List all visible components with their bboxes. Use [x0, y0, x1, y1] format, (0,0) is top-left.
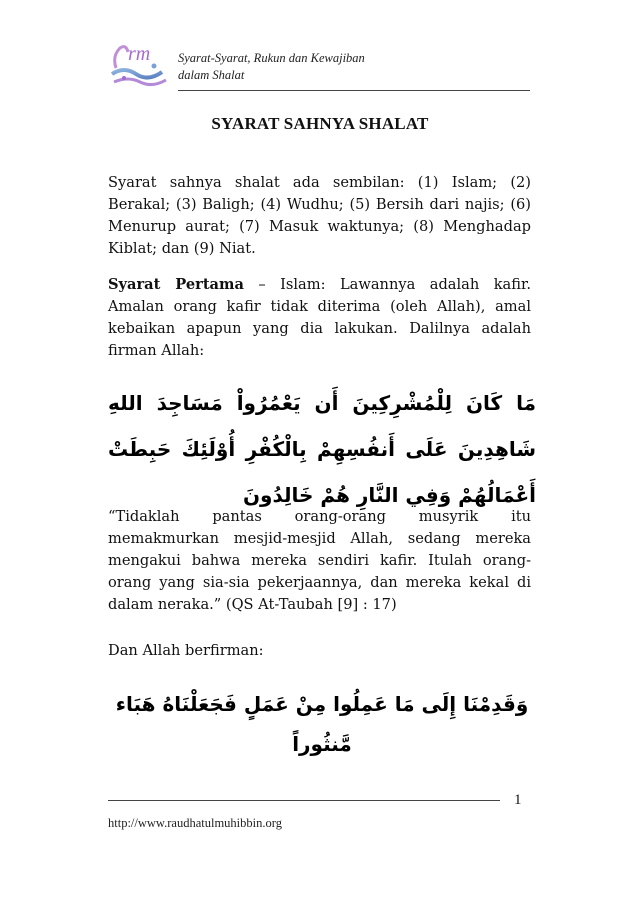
- running-header-title: [178, 50, 365, 84]
- section-title: SYARAT SAHNYA SHALAT: [211, 114, 429, 133]
- second-verse-intro: Dan Allah berfirman:: [108, 642, 264, 659]
- footer-divider: [108, 800, 500, 801]
- first-condition-paragraph: [108, 274, 531, 362]
- header-divider: [178, 90, 530, 91]
- header-title-line2: dalam Shalat: [178, 68, 245, 82]
- first-condition-text: – Islam: Lawannya adalah kafir. Amalan orang kafir tidak diterima (oleh Allah), amal kebaikan apapun yang dia lakukan. Dalilnya adalah firman Allah:: [108, 276, 532, 359]
- page-number: 1: [514, 792, 522, 808]
- logo-letters: rm: [128, 43, 151, 65]
- first-condition-heading: Syarat Pertama: [108, 276, 244, 293]
- footer-url[interactable]: http://www.raudhatulmuhibbin.org: [108, 816, 282, 830]
- page-header: [106, 30, 530, 92]
- verse-translation: “Tidaklah pantas orang-orang musyrik itu memakmurkan mesjid-mesjid Allah, sedang mereka mengakui bahwa mereka sendiri kafir. Itulah orang-orang yang sia-sia pekerjaannya, dan mereka kekal di dalam neraka.” (QS At-Taubah [9] : 17): [108, 508, 531, 613]
- arabic-verse-furqan: وَقَدِمْنَا إِلَى مَا عَمِلُوا مِنْ عَمَلٍ فَجَعَلْنَاهُ هَبَاء مَّنثُوراً: [115, 692, 529, 756]
- arabic-verse-taubah: مَا كَانَ لِلْمُشْرِكِينَ أَن يَعْمُرُواْ مَسَاجِدَ اللهِ شَاهِدِينَ عَلَى أَنفُسِهِمْ بِالْكُفْرِ أُوْلَئِكَ حَبِطَتْ أَعْمَالُهُمْ وَفِي النَّارِ هُمْ خَالِدُونَ: [108, 391, 536, 507]
- header-title-line1: Syarat-Syarat, Rukun dan Kewajiban: [178, 51, 365, 65]
- publisher-logo: [106, 38, 170, 88]
- intro-paragraph: Syarat sahnya shalat ada sembilan: (1) Islam; (2) Berakal; (3) Baligh; (4) Wudhu; (5) Bersih dari najis; (6) Menurup aurat; (7) Masuk waktunya; (8) Menghadap Kiblat; dan (9) Niat.: [108, 174, 531, 257]
